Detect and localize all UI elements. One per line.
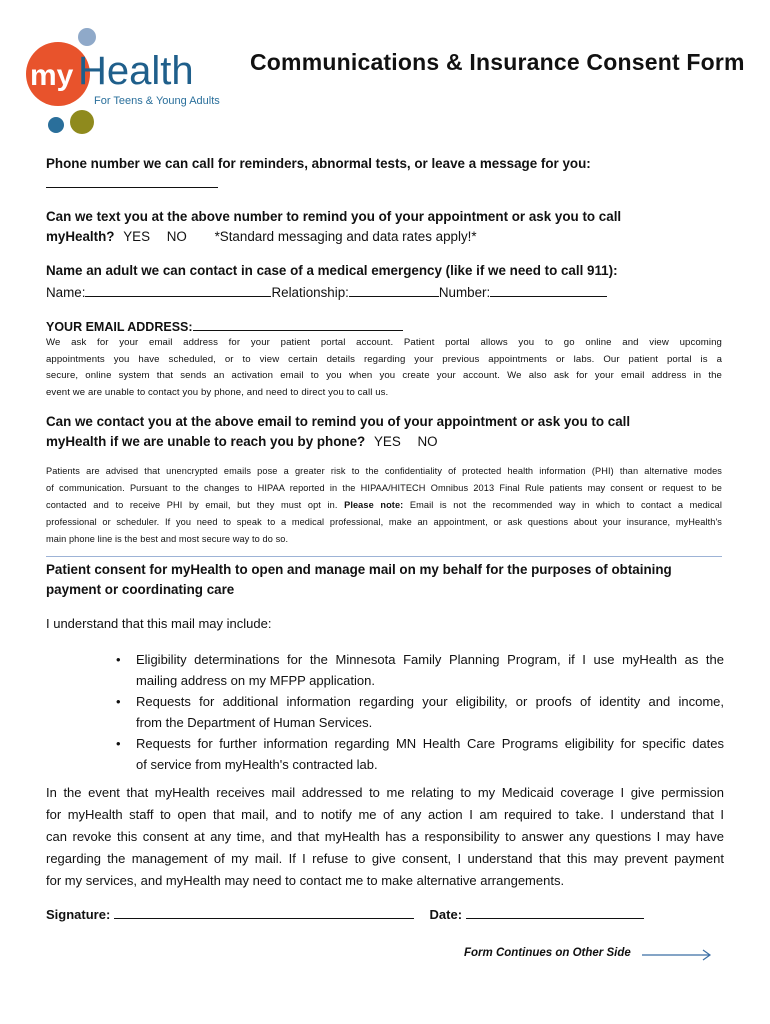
text-consent-rates-note: *Standard messaging and data rates apply!* [214, 229, 477, 244]
logo-my: my [30, 59, 74, 92]
emergency-number-label: Number: [438, 285, 491, 300]
logo-circle-teal [48, 117, 64, 133]
list-item [114, 733, 724, 775]
email-label: YOUR EMAIL ADDRESS: [46, 320, 193, 334]
signature-row [46, 906, 644, 922]
email-input[interactable] [193, 318, 403, 331]
email-explanation-line: appointments you have scheduled, or to view certain details regarding your previous appointments or labs. Our patient portal is a [46, 353, 722, 365]
email-explanation [46, 335, 722, 401]
text-consent-yes-option[interactable]: YES [123, 229, 150, 244]
text-consent-question-line2 [46, 229, 477, 244]
emergency-question: Name an adult we can contact in case of a medical emergency (like if we need to call 911): [46, 263, 618, 278]
text-consent-question-line1: Can we text you at the above number to remind you of your appointment or ask you to call [46, 209, 622, 224]
mail-bullet-list [114, 649, 724, 775]
phone-question: Phone number we can call for reminders, abnormal tests, or leave a message for you: [46, 156, 591, 171]
email-explanation-line: secure, online system that sends an activation email to you when you create your account. We also ask for your email address in the [46, 370, 722, 381]
date-input[interactable] [466, 906, 644, 919]
email-consent-yes-option[interactable]: YES [373, 434, 401, 449]
email-row [46, 318, 403, 334]
emergency-relationship-label: Relationship: [271, 285, 349, 300]
bullet-line: mailing address on my MFPP application. [136, 673, 375, 688]
email-warning [46, 463, 722, 548]
form-title: Communications & Insurance Consent Form [250, 49, 745, 75]
logo-circle-lightblue [78, 28, 96, 46]
email-warning-line [46, 497, 722, 514]
email-warning-note-label: Please note: [344, 500, 404, 510]
bullet-line: Eligibility determinations for the Minnesota Family Planning Program, if I use myHealth as the [136, 652, 724, 667]
email-warning-text: Email is not the recommended way in which to contact a medical [409, 500, 723, 510]
myhealth-logo [22, 24, 237, 136]
email-explanation-line: event we are unable to contact you by phone, and need to direct you to call us. [46, 386, 389, 398]
email-warning-text: contacted and to receive PHI by email, but they must opt in. [46, 500, 338, 510]
bullet-icon: • [116, 652, 121, 667]
text-consent-no-option[interactable]: NO [166, 229, 187, 244]
mail-consent-paragraph [46, 782, 724, 892]
logo-health: Health [78, 49, 194, 93]
mail-heading-line1: Patient consent for myHealth to open and manage mail on my behalf for the purposes of obtaining [46, 562, 672, 577]
email-explanation-line: We ask for your email address for your patient portal account. Patient portal allows you to go online and view upcoming [46, 337, 722, 348]
bullet-line: Requests for additional information regarding your eligibility, or proofs of identity and income, [136, 694, 724, 709]
bullet-line: Requests for further information regarding MN Health Care Programs eligibility for specific dates [136, 736, 724, 751]
paragraph-line: for myHealth staff to open that mail, and to notify me of any action I am required to take. I understand that I [46, 807, 724, 822]
paragraph-line: for my services, and myHealth may need to contact me to make alternative arrangements. [46, 873, 565, 888]
bullet-line: of service from myHealth's contracted lab. [136, 757, 378, 772]
text-consent-myhealth: myHealth? [46, 229, 115, 244]
bullet-icon: • [116, 694, 121, 709]
mail-heading-line2: payment or coordinating care [46, 582, 235, 597]
paragraph-line: In the event that myHealth receives mail addressed to me relating to my Medicaid coverage I give permission [46, 785, 724, 800]
email-consent-question-line1: Can we contact you at the above email to remind you of your appointment or ask you to call [46, 414, 631, 429]
phone-input-line[interactable] [46, 175, 218, 188]
logo-circle-olive [70, 110, 94, 134]
email-warning-line: professional or scheduler. If you need to speak to a medical professional, make an appointment, or ask questions about your insurance, myHealth's [46, 517, 722, 527]
emergency-fields-row [46, 284, 607, 300]
signature-label: Signature: [46, 907, 111, 922]
form-continues-note: Form Continues on Other Side [464, 947, 631, 959]
section-divider [46, 556, 722, 557]
emergency-name-input[interactable] [85, 284, 271, 297]
email-consent-no-option[interactable]: NO [417, 434, 438, 449]
arrow-right-icon [641, 947, 713, 963]
email-consent-question-bold: myHealth if we are unable to reach you by phone? [46, 434, 366, 449]
list-item [114, 691, 724, 733]
date-label: Date: [429, 907, 463, 922]
email-consent-question-line2 [46, 434, 438, 449]
paragraph-line: regarding the management of my mail. If I refuse to give consent, I understand that this may prevent payment [46, 851, 724, 866]
email-warning-line: Patients are advised that unencrypted emails pose a greater risk to the confidentiality of protected health information (PHI) than alternative modes [46, 466, 722, 476]
signature-input[interactable] [114, 906, 414, 919]
emergency-relationship-input[interactable] [349, 284, 439, 297]
email-warning-line: main phone line is the best and most secure way to do so. [46, 534, 289, 544]
bullet-line: from the Department of Human Services. [136, 715, 373, 730]
list-item [114, 649, 724, 691]
emergency-number-input[interactable] [490, 284, 607, 297]
emergency-name-label: Name: [46, 285, 86, 300]
mail-intro: I understand that this mail may include: [46, 616, 272, 631]
email-warning-line: of communication. Pursuant to the changes to HIPAA reported in the HIPAA/HITECH Omnibus 2013 Final Rule patients may consent or request to be [46, 483, 722, 493]
logo-tagline: For Teens & Young Adults [94, 95, 220, 107]
paragraph-line: can revoke this consent at any time, and that myHealth has a responsibility to answer any questions I may have [46, 829, 724, 844]
bullet-icon: • [116, 736, 121, 751]
